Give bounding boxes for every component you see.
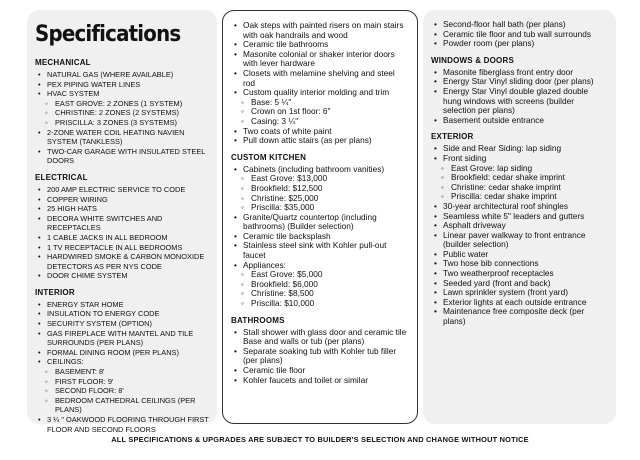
spec-list <box>231 21 409 146</box>
spec-list-col3 <box>431 20 608 327</box>
spec-subitem: ◦ Christine: cedar shake imprint <box>431 183 608 193</box>
spec-item <box>35 357 209 367</box>
spec-subitem: ◦ Brookfield: $12,500 <box>231 184 409 194</box>
spec-item-text: Ceramic tile floor <box>243 365 306 375</box>
column-mechanical-electrical-interior <box>27 10 217 434</box>
spec-item-text: 2-ZONE WATER COIL HEATING NAVIEN SYSTEM (TANKLESS) <box>47 127 185 147</box>
spec-item <box>431 39 608 49</box>
spec-subitem: ◦ Casing: 3 ¼" <box>231 117 409 127</box>
section-heading: CUSTOM KITCHEN <box>231 152 307 162</box>
spec-item <box>35 147 209 166</box>
spec-item-text: Masonite colonial or shaker interior doors with lever hardware <box>243 48 395 69</box>
page-title: Specifications <box>35 22 181 47</box>
section-heading: WINDOWS & DOORS <box>431 55 514 65</box>
spec-item-text: FORMAL DINING ROOM (PER PLANS) <box>47 347 179 357</box>
spec-item-text: COPPER WIRING <box>47 194 108 204</box>
spec-item-text: Lawn sprinkler system (front yard) <box>443 287 568 298</box>
spec-item <box>35 309 209 319</box>
spec-item-text: Side and Rear Siding: lap siding <box>443 143 562 154</box>
spec-item <box>231 50 409 69</box>
spec-item-text: Energy Star Vinyl sliding door (per plans) <box>443 76 594 87</box>
spec-list <box>35 70 209 166</box>
section-heading: MECHANICAL <box>35 58 91 67</box>
spec-item-text: GAS FIREPLACE WITH MANTEL AND TILE SURROUNDS (PER PLANS) <box>47 328 194 348</box>
spec-item <box>35 271 209 281</box>
spec-item <box>35 252 209 271</box>
spec-item <box>35 319 209 329</box>
spec-item-text: Ceramic tile bathrooms <box>243 39 329 50</box>
spec-item-text: Stainless steel sink with Kohler pull-out faucet <box>243 240 387 261</box>
spec-item-text: HVAC SYSTEM <box>47 89 100 99</box>
spec-item <box>35 80 209 90</box>
spec-item <box>431 87 608 116</box>
disclaimer-footer: ALL SPECIFICATIONS & UPGRADES ARE SUBJECT TO BUILDER'S SELECTION AND CHANGE WITHOUT NOTICE <box>111 435 529 444</box>
spec-item-text: Ceramic tile backsplash <box>243 230 331 241</box>
spec-item-text: Second-floor hall bath (per plans) <box>443 19 566 29</box>
spec-item-text: 30-year architectural roof shingles <box>443 200 568 211</box>
spec-subitem: ◦ East Grove: $13,000 <box>231 174 409 184</box>
section-heading: INTERIOR <box>35 287 75 297</box>
spec-item <box>35 204 209 214</box>
spec-item <box>35 329 209 348</box>
spec-subitem: ◦ BEDROOM CATHEDRAL CEILINGS (PER PLANS) <box>35 396 209 415</box>
spec-item-text: HARDWIRED SMOKE & CARBON MONOXIDE DETECTORS AS PER NYS CODE <box>47 252 205 271</box>
spec-item-text: 25 HIGH HATS <box>47 204 97 214</box>
spec-item <box>35 185 209 195</box>
spec-item-text: Exterior lights at each outside entrance <box>443 296 587 307</box>
spec-item-text: Separate soaking tub with Kohler tub filler (per plans) <box>243 345 397 366</box>
spec-item <box>35 300 209 310</box>
spec-item <box>231 241 409 260</box>
spec-item-text: Two hose bib connections <box>443 258 539 269</box>
spec-item-text: 1 TV RECEPTACLE IN ALL BEDROOMS <box>47 242 183 252</box>
spec-list <box>431 144 608 326</box>
spec-item <box>35 233 209 243</box>
spec-sublist <box>35 367 209 415</box>
spec-item-text: Asphalt driveway <box>443 220 506 231</box>
spec-item-text: Ceramic tile floor and tub wall surrounds <box>443 28 592 39</box>
spec-subitem: ◦ Priscilla: cedar shake imprint <box>431 192 608 202</box>
spec-item-text: Appliances: <box>243 259 286 270</box>
spec-subitem: ◦ Christine: $8,500 <box>231 289 409 299</box>
spec-subitem: ◦ Brookfield: $6,000 <box>231 280 409 290</box>
spec-list <box>431 20 608 49</box>
spec-item-text: Closets with melamine shelving and steel rod <box>243 67 395 88</box>
spec-item <box>231 213 409 232</box>
spec-item-text: 3 ¼ " OAKWOOD FLOORING THROUGH FIRST FLOOR AND SECOND FLOORS <box>47 415 209 434</box>
spec-subitem: ◦ SECOND FLOOR: 8' <box>35 386 209 396</box>
spec-sublist <box>231 174 409 212</box>
spec-item-text: Energy Star Vinyl double glazed double hung windows with screens (builder selection per plans) <box>443 85 589 116</box>
spec-item <box>35 195 209 205</box>
spec-subitem: ◦ Priscilla: $35,000 <box>231 203 409 213</box>
spec-sublist <box>431 164 608 202</box>
spec-item-text: Two coats of white paint <box>243 125 332 136</box>
spec-subitem: ◦ EAST GROVE: 2 ZONES (1 SYSTEM) <box>35 99 209 109</box>
spec-item-text: NATURAL GAS (WHERE AVAILABLE) <box>47 70 174 79</box>
spec-item-text: Oak steps with painted risers on main stairs with oak handrails and wood <box>243 20 404 40</box>
spec-subitem: ◦ FIRST FLOOR: 9' <box>35 377 209 387</box>
spec-subitem: ◦ Brookfield: cedar shake imprint <box>431 173 608 183</box>
spec-item-text: Linear paver walkway to front entrance (builder selection) <box>443 229 586 250</box>
spec-subitem: ◦ East Grove: $5,000 <box>231 270 409 280</box>
spec-subitem: ◦ PRISCILLA: 3 ZONES (3 SYSTEMS) <box>35 118 209 128</box>
spec-item <box>231 69 409 88</box>
spec-item <box>231 136 409 146</box>
section-heading: BATHROOMS <box>231 315 285 325</box>
spec-item <box>231 347 409 366</box>
spec-item-text: Kohler faucets and toilet or similar <box>243 374 368 385</box>
spec-item-text: 1 CABLE JACKS IN ALL BEDROOM <box>47 232 168 242</box>
spec-item-text: SECURITY SYSTEM (OPTION) <box>47 319 152 329</box>
spec-item-text: Stall shower with glass door and ceramic tile Base and walls or tub (per plans) <box>243 326 407 347</box>
spec-subitem: ◦ Christine: $25,000 <box>231 194 409 204</box>
spec-item-text: Public water <box>443 248 489 259</box>
spec-item-text: DECORA WHITE SWITCHES AND RECEPTACLES <box>47 213 163 233</box>
column-windows-exterior <box>423 10 616 424</box>
spec-sublist <box>231 98 409 127</box>
section-heading: ELECTRICAL <box>35 172 88 182</box>
spec-item <box>35 415 209 434</box>
spec-item <box>35 89 209 99</box>
spec-item-text: DOOR CHIME SYSTEM <box>47 271 128 281</box>
spec-subitem: ◦ Priscilla: $10,000 <box>231 299 409 309</box>
column-interior-kitchen-bathrooms <box>222 10 418 424</box>
spec-list <box>35 300 209 434</box>
spec-list-col2 <box>231 21 409 385</box>
spec-item-text: TWO-CAR GARAGE WITH INSULATED STEEL DOORS <box>47 146 206 166</box>
spec-item <box>35 243 209 253</box>
spec-item-text: ENERGY STAR HOME <box>47 299 124 309</box>
spec-item-text: 200 AMP ELECTRIC SERVICE TO CODE <box>47 184 186 194</box>
spec-item-text: Cabinets (including bathroom vanities) <box>243 163 385 174</box>
spec-list-col1 <box>35 58 209 434</box>
spec-item <box>231 376 409 386</box>
spec-item-text: PEX PIPING WATER LINES <box>47 79 141 89</box>
spec-item <box>35 214 209 233</box>
spec-item-text: Basement outside entrance <box>443 114 545 125</box>
spec-item-text: Powder room (per plans) <box>443 38 535 49</box>
spec-subitem: ◦ BASEMENT: 8' <box>35 367 209 377</box>
spec-item-text: Seeded yard (front and back) <box>443 277 551 288</box>
spec-list <box>431 68 608 126</box>
spec-subitem: ◦ Base: 5 ¼" <box>231 98 409 108</box>
spec-item <box>431 307 608 326</box>
spec-item <box>431 231 608 250</box>
spec-item-text: Seamless white 5" leaders and gutters <box>443 210 585 221</box>
section-heading: EXTERIOR <box>431 132 474 142</box>
spec-subitem: ◦ Crown on 1st floor: 6" <box>231 107 409 117</box>
spec-item <box>35 70 209 80</box>
spec-item-text: Front siding <box>443 152 487 163</box>
spec-item-text: Masonite fiberglass front entry door <box>443 66 574 77</box>
spec-subitem: ◦ East Grove: lap siding <box>431 164 608 174</box>
spec-list <box>231 328 409 386</box>
spec-item-text: Two weatherproof receptacles <box>443 268 554 279</box>
spec-list <box>231 165 409 309</box>
spec-item-text: Granite/Quartz countertop (including bathrooms) (Builder selection) <box>243 211 377 232</box>
spec-subitem: ◦ CHRISTINE: 2 ZONES (2 SYSTEMS) <box>35 108 209 118</box>
spec-sublist <box>35 99 209 128</box>
spec-item <box>231 21 409 40</box>
spec-sublist <box>231 270 409 308</box>
spec-item <box>35 128 209 147</box>
spec-item-text: INSULATION TO ENERGY CODE <box>47 309 160 319</box>
spec-item-text: CEILINGS: <box>47 357 84 367</box>
spec-item <box>431 116 608 126</box>
spec-item-text: Pull down attic stairs (as per plans) <box>243 135 372 146</box>
spec-item <box>35 348 209 358</box>
spec-item-text: Custom quality interior molding and trim <box>243 87 390 98</box>
spec-list <box>35 185 209 281</box>
spec-item <box>231 328 409 347</box>
spec-item-text: Maintenance free composite deck (per plans) <box>443 306 585 327</box>
